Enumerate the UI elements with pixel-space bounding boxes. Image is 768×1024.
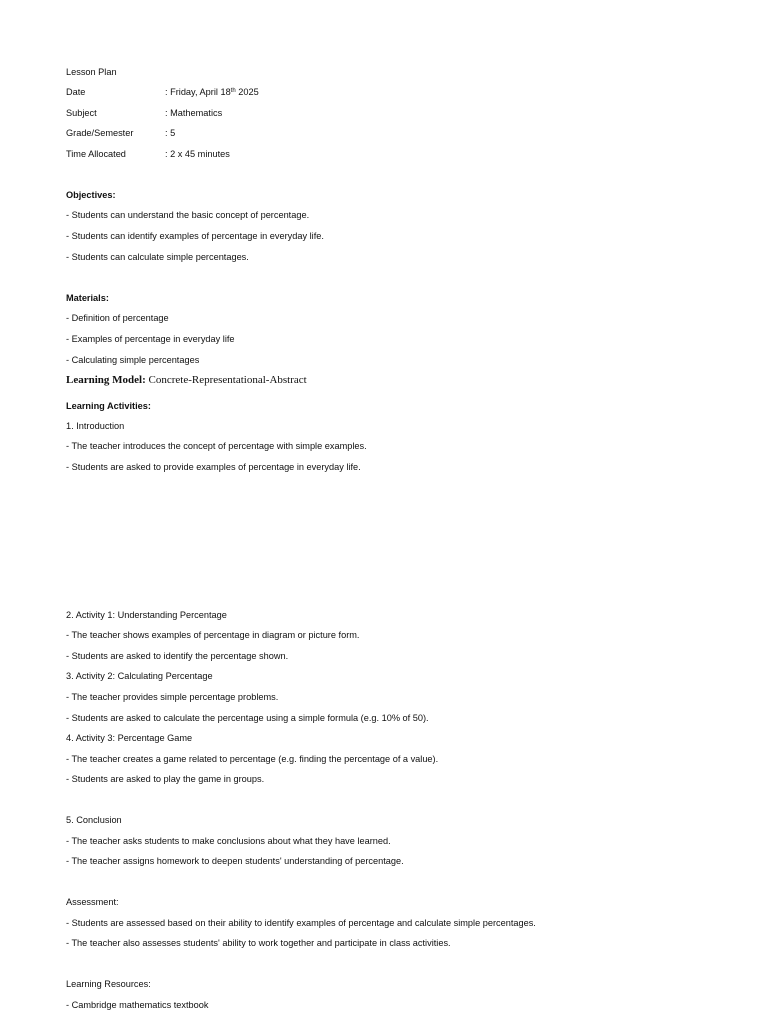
grade-label: Grade/Semester (66, 128, 134, 138)
material-item: - Definition of percentage (66, 313, 169, 323)
activity-line: - The teacher creates a game related to percentage (e.g. finding the percentage of a value). (66, 754, 439, 764)
date-label: Date (66, 87, 86, 97)
assessment-item: - Students are assessed based on their ability to identify examples of percentage and calculate simple percentages. (66, 918, 536, 928)
material-item: - Calculating simple percentages (66, 355, 200, 365)
activity-line: - Students are asked to identify the percentage shown. (66, 651, 289, 661)
time-label: Time Allocated (66, 149, 126, 159)
activity-line: 2. Activity 1: Understanding Percentage (66, 610, 227, 620)
activity-line: - The teacher assigns homework to deepen students' understanding of percentage. (66, 856, 404, 866)
date-value: : Friday, April 18th 2025 (165, 87, 259, 97)
activity-line: 1. Introduction (66, 421, 125, 431)
activity-line: - The teacher shows examples of percentage in diagram or picture form. (66, 630, 360, 640)
assessment-heading: Assessment: (66, 897, 119, 907)
learning-model-value: Concrete-Representational-Abstract (145, 374, 307, 386)
objective-item: - Students can calculate simple percentages. (66, 252, 249, 262)
subject-value: : Mathematics (165, 108, 223, 118)
activity-line: - Students are asked to play the game in groups. (66, 774, 265, 784)
resources-heading: Learning Resources: (66, 979, 151, 989)
activities-heading: Learning Activities: (66, 401, 151, 411)
activity-line: - The teacher provides simple percentage problems. (66, 692, 279, 702)
learning-model (66, 373, 307, 387)
activity-line: - Students are asked to calculate the percentage using a simple formula (e.g. 10% of 50). (66, 713, 429, 723)
activity-line: 3. Activity 2: Calculating Percentage (66, 671, 213, 681)
learning-model-label: Learning Model: (66, 374, 146, 386)
subject-label: Subject (66, 108, 97, 118)
activity-line: 4. Activity 3: Percentage Game (66, 733, 193, 743)
material-item: - Examples of percentage in everyday life (66, 334, 235, 344)
assessment-item: - The teacher also assesses students' ability to work together and participate in class activities. (66, 938, 451, 948)
resource-item: - Cambridge mathematics textbook (66, 1000, 209, 1010)
grade-value: : 5 (165, 128, 176, 138)
objectives-heading: Objectives: (66, 190, 116, 200)
objective-item: - Students can identify examples of percentage in everyday life. (66, 231, 324, 241)
activity-line: 5. Conclusion (66, 815, 122, 825)
document-title: Lesson Plan (66, 67, 117, 77)
activity-line: - The teacher introduces the concept of percentage with simple examples. (66, 441, 367, 451)
activity-line: - Students are asked to provide examples of percentage in everyday life. (66, 462, 361, 472)
objective-item: - Students can understand the basic concept of percentage. (66, 210, 310, 220)
time-value: : 2 x 45 minutes (165, 149, 230, 159)
activity-line: - The teacher asks students to make conclusions about what they have learned. (66, 836, 391, 846)
materials-heading: Materials: (66, 293, 109, 303)
